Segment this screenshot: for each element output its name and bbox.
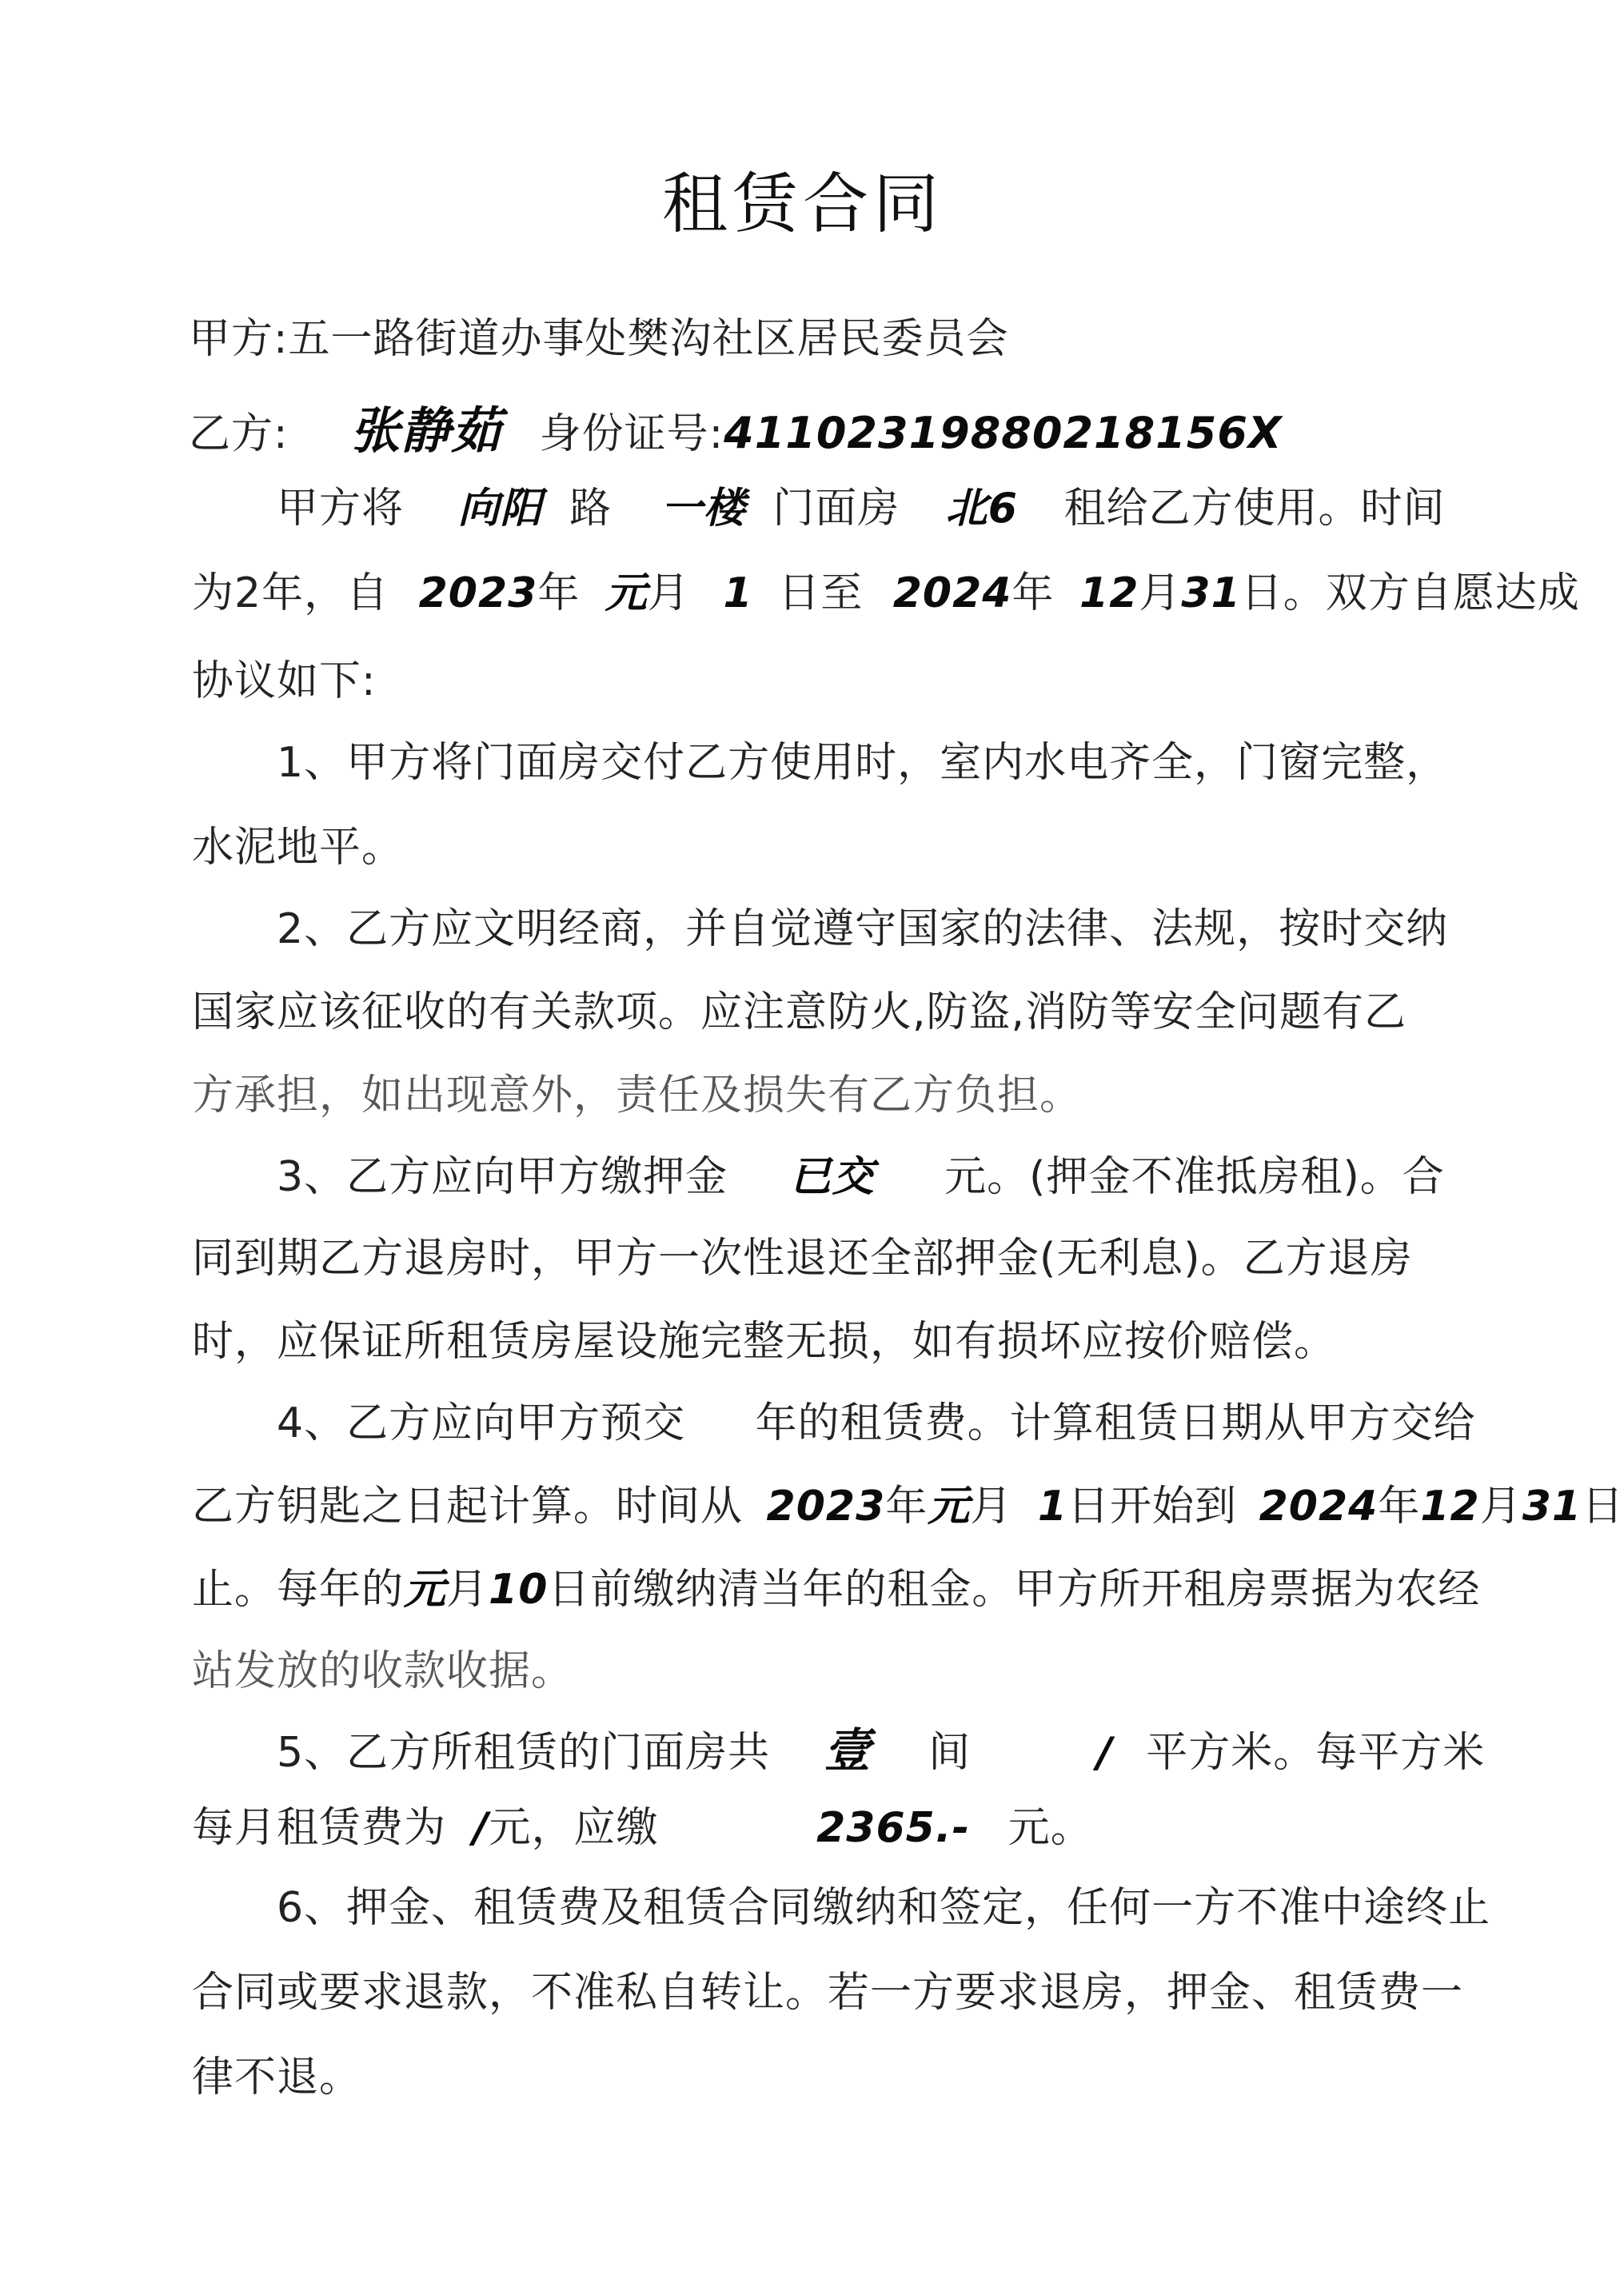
clause-text: 日开始到 <box>1067 1483 1238 1531</box>
clause-text: 4、乙方应向甲方预交 <box>277 1399 686 1447</box>
clause-text: 乙方钥匙之日起计算。时间从 <box>192 1483 744 1531</box>
start-year: 2023 <box>418 569 538 617</box>
clause-text: 元。(押金不准抵房租)。合 <box>944 1153 1445 1201</box>
unit-number: 北6 <box>945 485 1018 533</box>
rent-end-month: 12 <box>1420 1483 1480 1531</box>
intro-text: 路 <box>569 485 612 533</box>
intro-line-3 <box>192 657 377 705</box>
room-count: 壹 <box>824 1723 872 1778</box>
rent-start-month: 元 <box>928 1483 971 1531</box>
clause-3-line-2: 同到期乙方退房时，甲方一次性退还全部押金(无利息)。乙方退房 <box>192 1235 1413 1283</box>
clause-5-line-1 <box>277 1723 1486 1778</box>
clause-4-line-3 <box>192 1566 1481 1614</box>
party-b-line <box>189 401 1283 460</box>
document-title: 租赁合同 <box>661 166 944 242</box>
road-name: 向阳 <box>457 485 543 533</box>
clause-text: 年的租赁费。计算租赁日期从甲方交给 <box>755 1399 1476 1447</box>
intro-text: 月 <box>647 569 690 617</box>
amount-value: 2365.- <box>816 1804 971 1852</box>
clause-5-line-2 <box>192 1804 1093 1852</box>
id-number: 41102319880218156X <box>724 408 1283 458</box>
intro-text: 月 <box>1139 569 1182 617</box>
clause-4-line-2 <box>192 1483 1624 1531</box>
clause-text: 平方米。每平方米 <box>1146 1729 1486 1777</box>
clause-2-line-2: 国家应该征收的有关款项。应注意防火,防盗,消防等安全问题有乙 <box>192 988 1407 1036</box>
clause-text: 每月租赁费为 <box>192 1804 447 1852</box>
area-value: / <box>1096 1729 1113 1777</box>
party-a-line <box>189 315 1009 363</box>
clause-text: 元。 <box>1008 1804 1093 1852</box>
clause-6-line-2: 合同或要求退款，不准私自转让。若一方要求退房，押金、租赁费一 <box>192 1969 1464 2017</box>
clause-6-line-1: 6、押金、租赁费及租赁合同缴纳和签定，任何一方不准中途终止 <box>277 1884 1491 1932</box>
intro-text: 协议如下: <box>192 657 377 705</box>
clause-text: 月 <box>1479 1483 1522 1531</box>
rent-start-year: 2023 <box>766 1483 886 1531</box>
clause-text: 年 <box>1378 1483 1421 1531</box>
intro-text: 甲方将 <box>277 485 405 533</box>
clause-3-line-1 <box>277 1153 1445 1201</box>
clause-text: 月 <box>446 1566 489 1614</box>
pay-day: 10 <box>489 1566 549 1614</box>
clause-1-line-2: 水泥地平。 <box>192 824 405 872</box>
intro-line-1 <box>277 485 1446 533</box>
end-year: 2024 <box>892 569 1012 617</box>
clause-text: 3、乙方应向甲方缴押金 <box>277 1153 728 1201</box>
clause-4-line-4: 站发放的收款收据。 <box>192 1647 574 1695</box>
rent-end-year: 2024 <box>1259 1483 1379 1531</box>
intro-line-2 <box>192 569 1580 617</box>
rent-end-day: 31 <box>1522 1483 1582 1531</box>
id-label: 身份证号: <box>539 410 724 458</box>
intro-text: 年 <box>537 569 581 617</box>
clause-text: 元，应缴 <box>489 1804 659 1852</box>
start-month: 元 <box>605 569 648 617</box>
party-a-label: 甲方: <box>189 315 289 363</box>
clause-2-line-3: 方承担，如出现意外，责任及损失有乙方负担。 <box>192 1072 1083 1120</box>
intro-text: 年 <box>1012 569 1055 617</box>
rate-value: / <box>473 1804 489 1852</box>
party-b-name: 张静茹 <box>350 401 502 460</box>
intro-text: 租给乙方使用。时间 <box>1063 485 1446 533</box>
clause-2-line-1: 2、乙方应文明经商，并自觉遵守国家的法律、法规，按时交纳 <box>277 905 1449 953</box>
intro-text: 日。双方自愿达成 <box>1240 569 1580 617</box>
clause-3-line-3: 时，应保证所租赁房屋设施完整无损，如有损坏应按价赔偿。 <box>192 1318 1337 1366</box>
deposit-status: 已交 <box>789 1153 875 1201</box>
intro-text: 门面房 <box>772 485 900 533</box>
clause-text: 日 <box>1582 1483 1624 1531</box>
clause-text: 5、乙方所租赁的门面房共 <box>277 1729 771 1777</box>
start-day: 1 <box>723 569 753 617</box>
clause-text: 止。每年的 <box>192 1566 405 1614</box>
clause-text: 月 <box>970 1483 1013 1531</box>
party-b-label: 乙方: <box>189 410 289 458</box>
rent-start-day: 1 <box>1037 1483 1068 1531</box>
clause-4-line-1 <box>277 1399 1476 1447</box>
clause-6-line-3: 律不退。 <box>192 2054 362 2101</box>
intro-text: 日至 <box>778 569 864 617</box>
clause-1-line-1: 1、甲方将门面房交付乙方使用时，室内水电齐全，门窗完整， <box>277 739 1449 787</box>
party-a-name: 五一路街道办事处樊沟社区居民委员会 <box>288 315 1009 363</box>
clause-text: 日前缴纳清当年的租金。甲方所开租房票据为农经 <box>548 1566 1481 1614</box>
floor: 一楼 <box>660 485 746 533</box>
clause-text: 间 <box>928 1729 972 1777</box>
end-day: 31 <box>1181 569 1241 617</box>
pay-month: 元 <box>404 1566 447 1614</box>
clause-text: 年 <box>885 1483 928 1531</box>
intro-text: 为2年，自 <box>192 569 389 617</box>
end-month: 12 <box>1079 569 1139 617</box>
